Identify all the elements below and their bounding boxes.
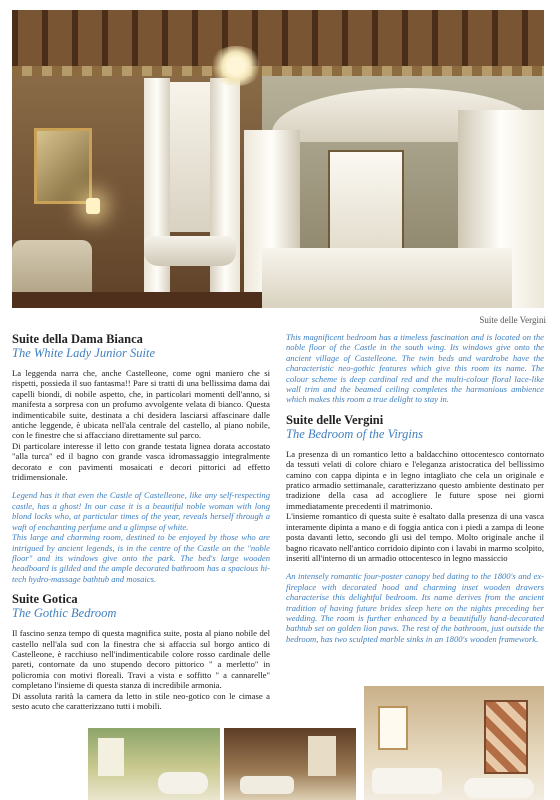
photo-caption: Suite delle Vergini [479, 315, 546, 325]
dama-english-1: Legend has it that even the Castle of Castelleone, like any self-respecting castle, has a ghost! In our case it is a beautiful noble woman with long blond locks who, at particular times of the year, reveals herself through a waft of enchanting perfume and a glimpse of white. [12, 490, 270, 532]
right-column [286, 332, 544, 644]
painted-frieze [12, 66, 544, 76]
vergini-title: Suite delle Vergini [286, 412, 384, 427]
thumbnail-mirror [378, 706, 408, 750]
clawfoot-bathtub [144, 236, 236, 266]
thumbnail-window [98, 738, 124, 776]
gotica-italian-1: Il fascino senza tempo di questa magnifica suite, posta al piano nobile del castello nell'ala sud con la finestra che si affaccia sul borgo antico di Castelleone, è racchiuso nell'indimenticabile colore rosso cardinale delle pareti, contornate da uno stupendo decoro pittorico " a merletto" in policromia con motivi floreali. Travi a vista e soffitto " a cannarelle" completano l'insieme di questa stanza di incredibile armonia. [12, 628, 270, 691]
dama-italian-2: Di particolare interesse il letto con grande testata lignea dorata accostato "alla turca" ed il bagno con grande vasca idromassaggio integralmente decorato e con pavimenti mosaicati e decori pittorici ad effetto tridimensionale. [12, 440, 270, 483]
curtain-right [210, 78, 240, 308]
hero-photo-suite-delle-vergini [12, 10, 544, 308]
thumbnail-gothic-bathroom [88, 728, 220, 800]
dama-title: Suite della Dama Bianca [12, 332, 143, 346]
vergini-italian-2: L'insieme romantico di questa suite è esaltato dalla presenza di una vasca interamente dipinta a mano e di foggia antica con i piedi a zampa di leone posta davanti letto, secondo gli usi del tempo. Molto originale anche il bagno ricavato nell'antico corridoio dipinto con i lavabi in marmo scolpito, inseriti all'interno di un armadio ottocentesco in legno massiccio [286, 511, 544, 563]
thumbnail-painted-door [484, 700, 528, 774]
thumbnail-gothic-bedroom [224, 728, 356, 800]
wall-lamp [86, 198, 100, 214]
thumbnail-marble-sink [372, 768, 442, 794]
bedroom-window [328, 150, 404, 250]
thumbnail-vergini-bathroom [364, 686, 544, 800]
gotica-subtitle: The Gothic Bedroom [12, 606, 117, 621]
gilded-mirror [34, 128, 92, 204]
dama-subtitle: The White Lady Junior Suite [12, 346, 156, 360]
dama-english-2: This large and charming room, destined to be enjoyed by those who are intrigued by ancient legends, is in the centre of the Castle on the "noble floor" and its windows give onto the park. The bed's large wooden headboard is gilded and the ample decorated bathroom has a spacious hi-tech hydro-massage bathtub and mosaics. [12, 532, 270, 584]
gotica-italian-2: Di assoluta rarità la camera da letto in stile neo-gotico con le cimase a sesto acuto che caratterizzano tutti i mobili. [12, 690, 270, 711]
gotica-english: This magnificent bedroom has a timeless fascination and is located on the noble floor of the Castle in the south wing. Its windows give onto the ancient village of Castelleone. The twin beds and wardrobe have the characteristic neo-gothic features which give this room its name. The colour scheme is deep cardinal red and the multi-colour floral lace-like wall trim and the beamed ceiling completes the harmonious ambience which makes this room a true delight to stay in. [286, 332, 544, 405]
dama-italian-1: La leggenda narra che, anche Castelleone, come ogni maniero che si rispetti, possieda il suo fantasma!! Pare si tratti di una bellissima dama dai capelli biondi, di nobile aspetto, che, in particolari momenti dell'anno, si manifesta a sorpresa con un profumo avvolgente velata di bianco. Questa indimenticabile suite, destinata a chi desidera lasciarsi affascinare dalle antiche leggende, è ubicata nell'ala centrale del castello, al piano nobile, con le finestre che si affacciano direttamente sul parco. [12, 368, 270, 441]
curtain-left [144, 78, 170, 308]
thumbnail-window [308, 736, 336, 776]
gotica-title: Suite Gotica [12, 592, 78, 607]
thumbnail-bathtub [158, 772, 208, 794]
vergini-subtitle: The Bedroom of the Virgins [286, 426, 424, 441]
four-poster-bed [262, 248, 512, 308]
chandelier [208, 46, 264, 86]
thumbnail-bathtub [464, 778, 534, 798]
thumbnail-bed [240, 776, 294, 794]
wooden-floor [12, 292, 262, 308]
vergini-italian-1: La presenza di un romantico letto a baldacchino ottocentesco contornato da tessuti velati di colore chiaro e l'eleganza aristocratica del bellissimo camino con cappa dipinta e in legno intagliato che cela un originale e pratico armadio settimanale, caratterizzano questo ambiente destinato per tradizione della casa ad accogliere le future spose nei giorni immediatamente precedenti il matrimonio. [286, 448, 544, 511]
beamed-ceiling [12, 10, 544, 70]
vergini-english-1: An intensely romantic four-poster canopy bed dating to the 1800's and ex-fireplace with decorated hood and charming inset wooden drawers characterise this delightful bedroom. Its name derives from the ancient tradition of having future brides sleep here on the nights preceding her wedding. The room is further enhanced by a beautifully hand-decorated bathtub set on golden lion paws. The rest of the bathroom, just outside the bedroom, has two sculpted marble sinks in an 1800's wooden framework. [286, 571, 544, 644]
left-column [12, 332, 270, 711]
